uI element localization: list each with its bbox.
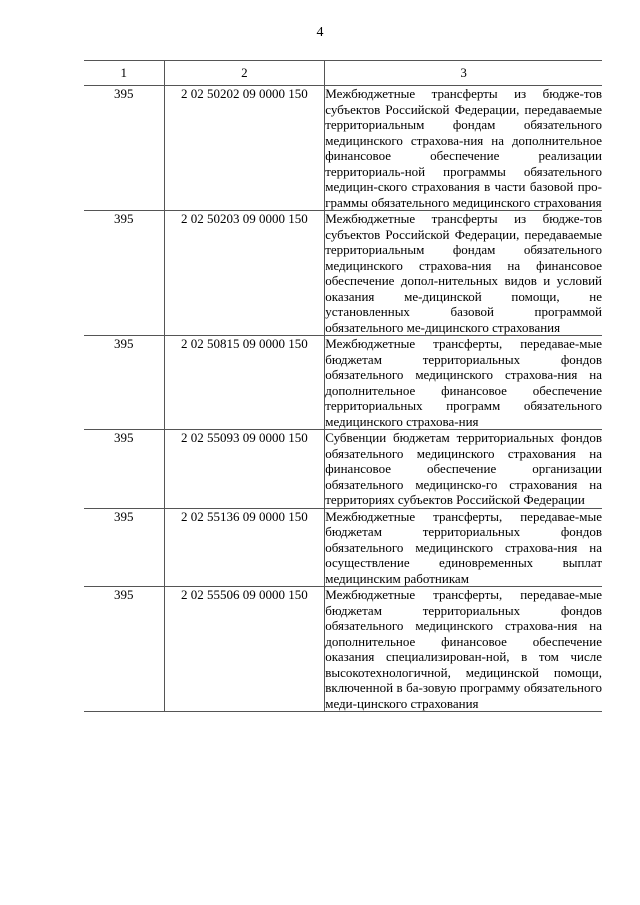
table-row <box>84 336 602 430</box>
budget-code-cell: 2 02 55506 09 0000 150 <box>164 587 325 712</box>
budget-codes-table <box>84 60 602 712</box>
budget-code-cell: 2 02 55136 09 0000 150 <box>164 508 325 587</box>
admin-code-cell: 395 <box>84 508 164 587</box>
admin-code-cell: 395 <box>84 86 164 211</box>
budget-code-cell: 2 02 50202 09 0000 150 <box>164 86 325 211</box>
table-row <box>84 508 602 587</box>
column-header-3: 3 <box>325 61 602 86</box>
admin-code-cell: 395 <box>84 430 164 509</box>
income-name-cell: Межбюджетные трансферты из бюдже-тов субъектов Российской Федерации, передаваемые территориальным фондам обязательного медицинского страхова-ния на финансовое обеспечение допол-нительных видов и условий оказания ме-дицинской помощи, не установленных базовой программой обязательного ме-дицинского страхования <box>325 211 602 335</box>
income-name-cell: Субвенции бюджетам территориальных фондов обязательного медицинского страхования на финансовое обеспечение организации обязательного медицинско-го страхования на территориях субъектов Российской Федерации <box>325 430 602 507</box>
table-row <box>84 86 602 211</box>
table-row <box>84 587 602 712</box>
budget-code-cell: 2 02 50203 09 0000 150 <box>164 211 325 336</box>
income-name-cell: Межбюджетные трансферты из бюдже-тов субъектов Российской Федерации, передаваемые территориальным фондам обязательного медицинского страхова-ния на дополнительное финансовое обеспечение реализации территориаль-ной программы обязательного медицин-ского страхования в части базовой про-граммы обязательного медицинского страхования <box>325 86 602 210</box>
admin-code-cell: 395 <box>84 211 164 336</box>
budget-code-cell: 2 02 50815 09 0000 150 <box>164 336 325 430</box>
income-name-cell: Межбюджетные трансферты, передавае-мые бюджетам территориальных фондов обязательного медицинского страхова-ния на дополнительное финансовое обеспечение оказания специализирован-ной, в том числе высокотехнологичной, медицинской помощи, включенной в ба-зовую программу обязательного меди-цинского страхования <box>325 587 602 711</box>
income-name-cell: Межбюджетные трансферты, передавае-мые бюджетам территориальных фондов обязательного медицинского страхова-ния на осуществление единовременных выплат медицинским работникам <box>325 508 602 586</box>
column-header-1: 1 <box>84 61 164 86</box>
budget-code-cell: 2 02 55093 09 0000 150 <box>164 430 325 509</box>
table-header-row <box>84 61 602 86</box>
admin-code-cell: 395 <box>84 587 164 712</box>
column-header-2: 2 <box>164 61 325 86</box>
table-row <box>84 211 602 336</box>
admin-code-cell: 395 <box>84 336 164 430</box>
table-row <box>84 430 602 509</box>
page-number: 4 <box>316 25 324 40</box>
income-name-cell: Межбюджетные трансферты, передавае-мые бюджетам территориальных фондов обязательного медицинского страхова-ния на дополнительное финансовое обеспечение территориальных программ обязательного медицинского страхова-ния <box>325 336 602 429</box>
